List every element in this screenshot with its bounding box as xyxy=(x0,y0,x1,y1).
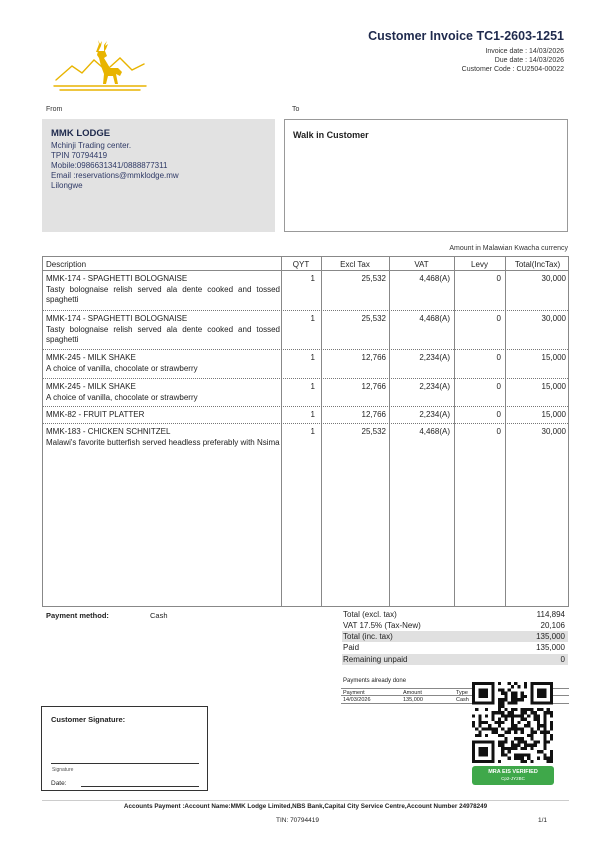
paid-label: Paid xyxy=(343,643,360,652)
bank-details: Accounts Payment :Account Name:MMK Lodge Limited,NBS Bank,Capital City Service Centre,Account Number 24978249 xyxy=(42,800,569,810)
item-total: 15,000 xyxy=(541,410,566,419)
paid-value: 135,000 xyxy=(536,643,565,652)
item-excl: 25,532 xyxy=(361,427,386,436)
mra-verified-badge xyxy=(472,766,554,785)
customer-code: Customer Code : CU2504-00022 xyxy=(461,66,564,73)
payment-method-label: Payment method: xyxy=(46,611,109,620)
item-levy: 0 xyxy=(496,410,501,419)
item-qty: 1 xyxy=(310,274,315,283)
item-note: Malawi's favorite butterfish served headless preferably with Nsima xyxy=(46,437,280,447)
remaining-value: 0 xyxy=(560,655,565,664)
seller-address-line: Mchinji Trading center. xyxy=(51,141,132,150)
remaining-label: Remaining unpaid xyxy=(343,655,408,664)
from-label: From xyxy=(46,106,63,113)
items-table xyxy=(42,256,569,607)
payments-done-title: Payments already done xyxy=(343,678,407,684)
item-vat: 2,234(A) xyxy=(419,353,450,362)
customer-name: Walk in Customer xyxy=(293,130,369,140)
pay-date: 14/03/2026 xyxy=(343,697,371,703)
item-total: 15,000 xyxy=(541,353,566,362)
item-qty: 1 xyxy=(310,314,315,323)
to-address-box xyxy=(284,119,568,232)
total-inc-label: Total (inc. tax) xyxy=(343,632,393,641)
seller-mobile: Mobile:0986631341/0888877311 xyxy=(51,161,168,170)
header-total: Total(IncTax) xyxy=(514,260,561,269)
table-row xyxy=(43,311,568,350)
seller-tpin: TPIN 70794419 xyxy=(51,151,108,160)
item-vat: 4,468(A) xyxy=(419,427,450,436)
seller-email: Email :reservations@mmklodge.mw xyxy=(51,171,179,180)
total-inc-row xyxy=(342,631,568,642)
item-qty: 1 xyxy=(310,353,315,362)
signature-title: Customer Signature: xyxy=(51,715,126,724)
currency-note: Amount in Malawian Kwacha currency xyxy=(449,245,568,252)
customer-signature-box xyxy=(41,706,208,791)
total-excl-label: Total (excl. tax) xyxy=(343,610,397,619)
badge-code: Cp2-JY2BC xyxy=(501,776,525,781)
item-levy: 0 xyxy=(496,274,501,283)
to-label: To xyxy=(292,106,300,113)
item-levy: 0 xyxy=(496,382,501,391)
total-excl-row xyxy=(342,609,568,620)
paid-row xyxy=(342,642,568,653)
item-title: MMK-183 - CHICKEN SCHNITZEL xyxy=(46,427,171,436)
table-row xyxy=(43,271,568,311)
payment-method-value: Cash xyxy=(150,611,168,620)
item-total: 30,000 xyxy=(541,274,566,283)
item-levy: 0 xyxy=(496,314,501,323)
item-title: MMK-245 - MILK SHAKE xyxy=(46,382,136,391)
table-row xyxy=(43,350,568,379)
item-vat: 2,234(A) xyxy=(419,410,450,419)
item-note: A choice of vanilla, chocolate or strawberry xyxy=(46,392,198,402)
item-title: MMK-174 - SPAGHETTI BOLOGNAISE xyxy=(46,274,188,283)
item-note: Tasty bolognaise relish served ala dente cooked and tossed spaghetti xyxy=(46,324,280,344)
from-address-box xyxy=(42,119,275,232)
item-excl: 12,766 xyxy=(361,382,386,391)
date-label: Date: xyxy=(51,780,67,787)
deer-logo xyxy=(52,40,148,92)
signature-line xyxy=(51,763,199,764)
pay-amount: 135,000 xyxy=(403,697,423,703)
item-note: A choice of vanilla, chocolate or strawberry xyxy=(46,363,198,373)
header-description: Description xyxy=(46,260,87,269)
item-qty: 1 xyxy=(310,410,315,419)
header-levy: Levy xyxy=(471,260,488,269)
item-title: MMK-245 - MILK SHAKE xyxy=(46,353,136,362)
table-row xyxy=(43,424,568,464)
header-excl-tax: Excl Tax xyxy=(340,260,370,269)
badge-title: MRA EIS VERIFIED xyxy=(488,769,538,775)
seller-name: MMK LODGE xyxy=(51,128,111,139)
item-note: Tasty bolognaise relish served ala dente cooked and tossed spaghetti xyxy=(46,284,280,304)
pay-header-amount: Amount xyxy=(403,690,422,696)
header-vat: VAT xyxy=(414,260,429,269)
item-excl: 25,532 xyxy=(361,274,386,283)
table-row xyxy=(43,379,568,407)
vat-value: 20,106 xyxy=(540,621,565,630)
item-qty: 1 xyxy=(310,382,315,391)
item-excl: 12,766 xyxy=(361,353,386,362)
footer-tin: TIN: 70794419 xyxy=(275,817,319,824)
date-line xyxy=(81,786,199,787)
invoice-title: Customer Invoice TC1-2603-1251 xyxy=(368,29,564,43)
pay-type: Cash xyxy=(456,697,469,703)
item-title: MMK-82 - FRUIT PLATTER xyxy=(46,410,145,419)
seller-city: Lilongwe xyxy=(51,181,83,190)
item-qty: 1 xyxy=(310,427,315,436)
vat-row xyxy=(342,620,568,631)
item-excl: 12,766 xyxy=(361,410,386,419)
signature-label: Signature xyxy=(52,767,74,773)
remaining-row xyxy=(342,654,568,665)
table-header xyxy=(43,257,568,271)
item-levy: 0 xyxy=(496,427,501,436)
item-total: 30,000 xyxy=(541,314,566,323)
item-excl: 25,532 xyxy=(361,314,386,323)
item-levy: 0 xyxy=(496,353,501,362)
pay-header-payment: Payment xyxy=(343,690,365,696)
vat-label: VAT 17.5% (Tax-New) xyxy=(343,621,421,630)
item-vat: 4,468(A) xyxy=(419,274,450,283)
qr-code xyxy=(472,682,553,763)
item-total: 15,000 xyxy=(541,382,566,391)
item-vat: 4,468(A) xyxy=(419,314,450,323)
total-inc-value: 135,000 xyxy=(536,632,565,641)
item-vat: 2,234(A) xyxy=(419,382,450,391)
page-number: 1/1 xyxy=(537,817,547,824)
pay-header-type: Type xyxy=(456,690,468,696)
header-qty: QYT xyxy=(292,260,310,269)
total-excl-value: 114,894 xyxy=(536,610,565,619)
due-date: Due date : 14/03/2026 xyxy=(494,57,564,64)
table-row xyxy=(43,407,568,424)
item-title: MMK-174 - SPAGHETTI BOLOGNAISE xyxy=(46,314,188,323)
invoice-date: Invoice date : 14/03/2026 xyxy=(485,48,564,55)
item-total: 30,000 xyxy=(541,427,566,436)
